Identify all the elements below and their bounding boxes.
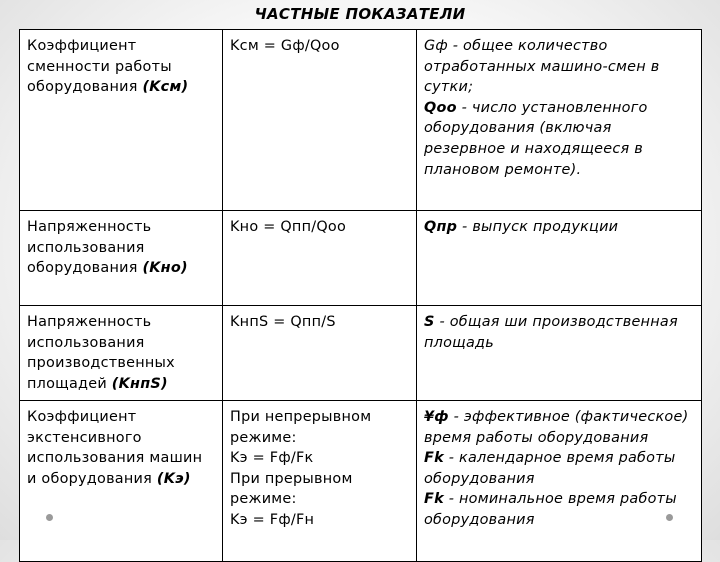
indicator-name: Напряженность использования производственных площадей <box>27 314 175 392</box>
table-row <box>20 30 702 211</box>
indicator-name-cell <box>20 211 223 306</box>
description-symbol: Fk <box>424 450 444 467</box>
slide-decoration-dot-left <box>46 514 53 521</box>
indicator-name-cell <box>20 30 223 211</box>
description-text: Gф - общее количество отработанных машино-смен в сутки; <box>424 38 660 96</box>
indicator-name: Напряженность использования оборудования <box>27 219 152 277</box>
table-row <box>20 211 702 306</box>
description-text: - эффективное (фактическое) время работы оборудования <box>424 409 689 446</box>
formula: Kно = Qпп/Qoo <box>230 219 347 235</box>
description-symbol: S <box>424 314 435 330</box>
description-symbol: ¥ф <box>424 409 449 425</box>
formula-cell <box>223 306 417 401</box>
formula: KнпS = Qпп/S <box>230 314 336 330</box>
description-symbol: Qпр <box>424 219 458 235</box>
indicator-name-cell <box>20 401 223 562</box>
formula-line: При прерывном режиме: <box>230 470 353 508</box>
description-text: - номинальное время работы оборудования <box>424 491 677 528</box>
table-row <box>20 401 702 562</box>
formula-line: Kэ = Fф/Fн <box>230 511 315 528</box>
description-text: - общая ши производственная площадь <box>424 314 678 351</box>
indicator-abbr: (Kсм) <box>142 79 189 96</box>
description-text: - выпуск продукции <box>457 219 619 235</box>
formula-line: При непрерывном режиме: <box>230 409 372 446</box>
formula-cell <box>223 401 417 562</box>
description-text: - число установленного оборудования (включая резервное и находящееся в плановом ремонте). <box>424 99 648 178</box>
formula-cell <box>223 211 417 306</box>
indicator-abbr: (Kэ) <box>156 470 191 487</box>
indicator-abbr: (Kно) <box>142 260 188 277</box>
description-symbol: Qoo <box>424 99 457 116</box>
formula-cell <box>223 30 417 211</box>
description-cell <box>417 211 702 306</box>
slide-decoration-dot-right <box>666 514 673 521</box>
indicator-abbr: (KнпS) <box>111 375 168 392</box>
formula: Kсм = Gф/Qoo <box>230 38 340 54</box>
description-symbol: Fk <box>424 491 444 508</box>
page-title: ЧАСТНЫЕ ПОКАЗАТЕЛИ <box>254 5 466 23</box>
indicator-name-cell <box>20 306 223 401</box>
formula-line: Kэ = Fф/Fк <box>230 450 314 467</box>
table-row <box>20 306 702 401</box>
indicator-name: Коэффициент экстенсивного использования машин и оборудования <box>27 409 203 487</box>
description-cell <box>417 306 702 401</box>
description-cell <box>417 401 702 562</box>
indicator-name: Коэффициент сменности работы оборудования <box>27 38 172 96</box>
description-cell <box>417 30 702 211</box>
indicators-table <box>19 29 702 562</box>
description-text: - календарное время работы оборудования <box>424 450 676 487</box>
